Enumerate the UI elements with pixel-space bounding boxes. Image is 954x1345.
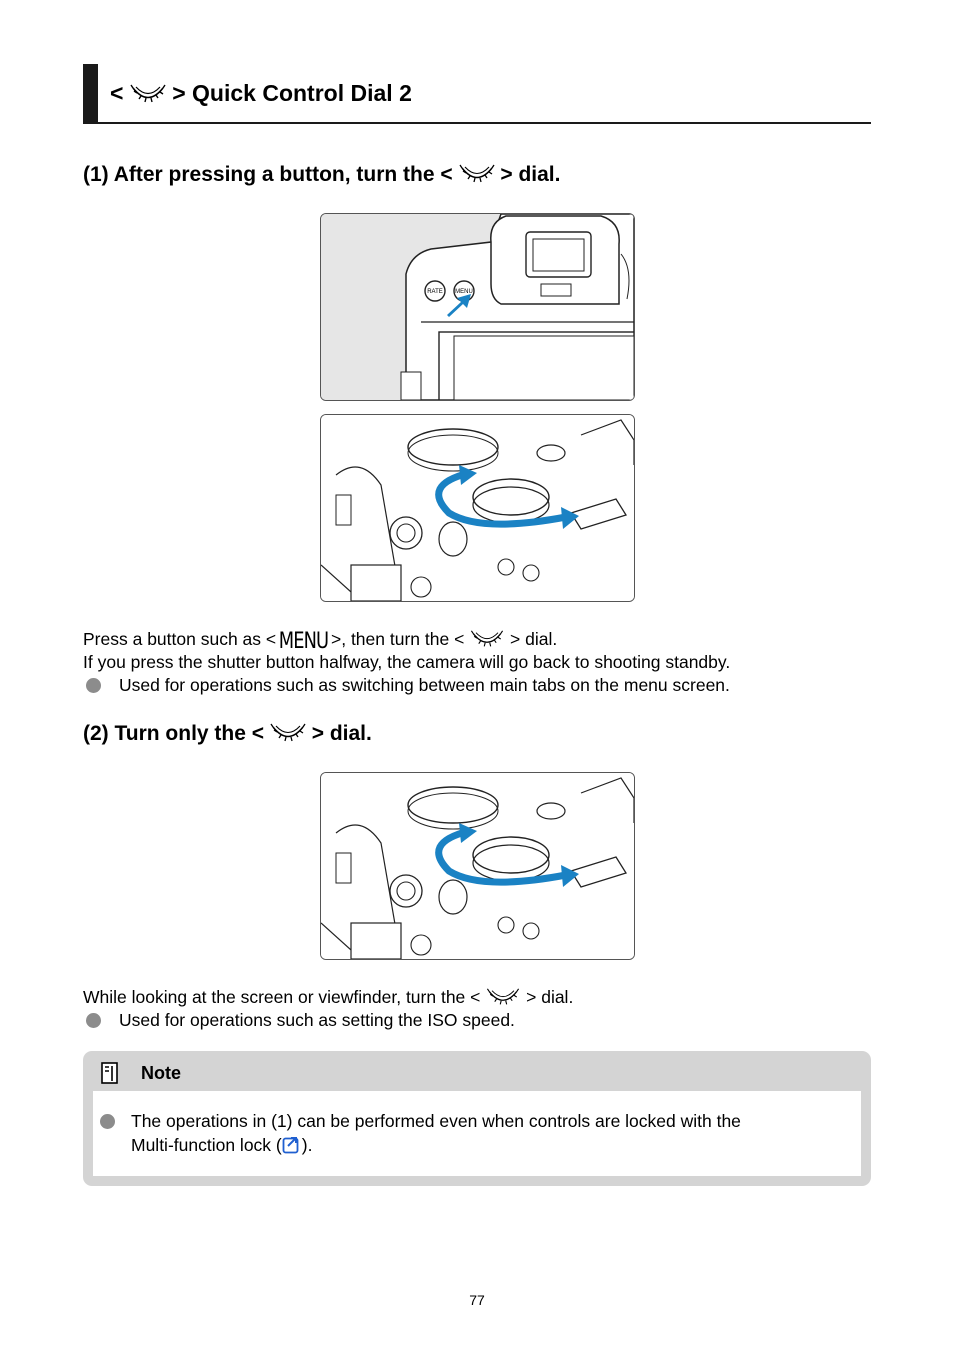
- section-1-paragraph-1: Press a button such as < MENU >, then turn the < > dial.: [83, 629, 558, 654]
- figure-dial-turn-1: [320, 414, 635, 602]
- quick-control-dial-2-icon: [130, 83, 166, 107]
- quick-control-dial-2-icon: [485, 987, 521, 1009]
- figure-dial-turn-2: [320, 772, 635, 960]
- section-2-bullet: Used for operations such as setting the ISO speed.: [86, 1009, 515, 1032]
- menu-button-label: MENU: [455, 289, 473, 295]
- section-1-bullet: Used for operations such as switching between main tabs on the menu screen.: [86, 674, 730, 697]
- bullet-dot: [100, 1114, 115, 1129]
- page-number: 77: [469, 1292, 485, 1308]
- quick-control-dial-2-icon: [469, 629, 505, 651]
- menu-button-glyph: MENU: [278, 629, 329, 654]
- section-1-heading: (1) After pressing a button, turn the < > dial.: [83, 163, 561, 186]
- title-underline: [83, 122, 871, 124]
- page-title: < > Quick Control Dial 2: [110, 80, 412, 106]
- note-bullet-continuation: Multi-function lock ( ).: [131, 1134, 312, 1161]
- camera-top-dial-illustration: [321, 773, 634, 959]
- bullet-dot: [86, 1013, 101, 1028]
- note-box: [83, 1051, 871, 1186]
- camera-top-dial-illustration: [321, 415, 634, 601]
- camera-back-illustration: [321, 214, 634, 400]
- note-content: [93, 1091, 861, 1176]
- quick-control-dial-2-icon: [270, 722, 306, 746]
- quick-control-dial-2-icon: [459, 163, 495, 187]
- section-1-paragraph-2: If you press the shutter button halfway, the camera will go back to shooting standby.: [83, 652, 731, 672]
- section-2-heading: (2) Turn only the < > dial.: [83, 722, 372, 745]
- multi-function-lock-link-icon[interactable]: [282, 1135, 302, 1161]
- note-label: Note: [141, 1063, 181, 1083]
- note-icon: [100, 1061, 120, 1085]
- section-title-bar: [83, 64, 871, 124]
- figure-menu-button: [320, 213, 635, 401]
- rate-button-label: RATE: [427, 289, 443, 295]
- note-bullet: The operations in (1) can be performed even when controls are locked with the: [100, 1110, 741, 1133]
- title-marker-block: [83, 64, 98, 124]
- section-2-paragraph: While looking at the screen or viewfinder, turn the < > dial.: [83, 987, 574, 1007]
- bullet-dot: [86, 678, 101, 693]
